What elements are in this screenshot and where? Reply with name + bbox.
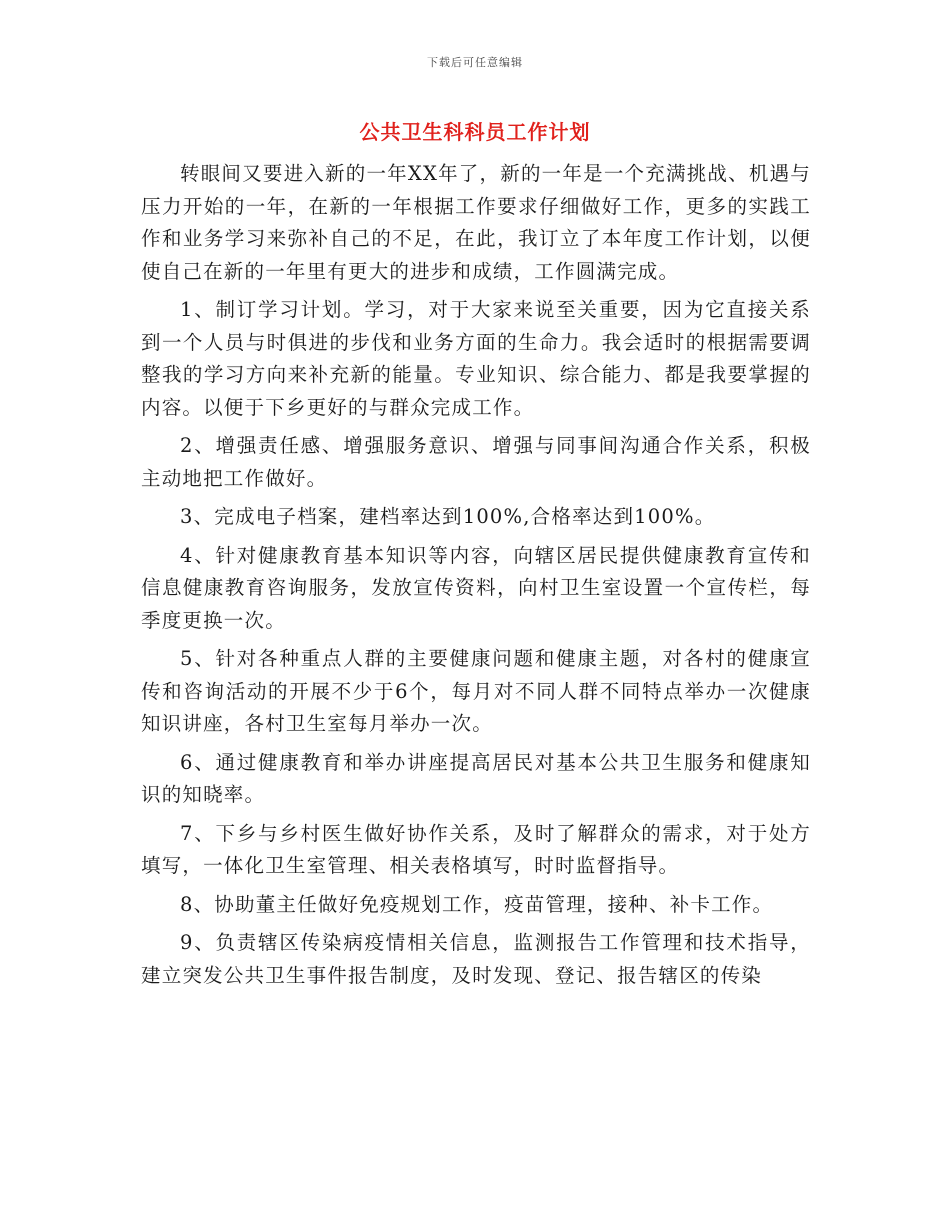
header-note: 下载后可任意编辑 [427,56,523,69]
paragraph-item-4: 4、针对健康教育基本知识等内容，向辖区居民提供健康教育宣传和信息健康教育咨询服务，发放宣传资料，向村卫生室设置一个宣传栏，每季度更换一次。 [141,543,811,632]
paragraph-intro: 转眼间又要进入新的一年XX年了，新的一年是一个充满挑战、机遇与压力开始的一年，在新的一年根据工作要求仔细做好工作，更多的实践工作和业务学习来弥补自己的不足，在此，我订立了本年度工作计划，以便使自己在新的一年里有更大的进步和成绩，工作圆满完成。 [141,162,811,283]
paragraph-item-8: 8、协助董主任做好免疫规划工作，疫苗管理，接种、补卡工作。 [180,892,774,916]
paragraph-item-9: 9、负责辖区传染病疫情相关信息，监测报告工作管理和技术指导，建立突发公共卫生事件报告制度，及时发现、登记、报告辖区的传染 [141,931,811,987]
paragraph-item-2: 2、增强责任感、增强服务意识、增强与同事间沟通合作关系，积极主动地把工作做好。 [141,434,811,490]
paragraph-item-6: 6、通过健康教育和举办讲座提高居民对基本公共卫生服务和健康知识的知晓率。 [141,750,811,806]
paragraph-item-5: 5、针对各种重点人群的主要健康问题和健康主题，对各村的健康宣传和咨询活动的开展不少于6个，每月对不同人群不同特点举办一次健康知识讲座，各村卫生室每月举办一次。 [141,647,811,735]
paragraph-item-3: 3、完成电子档案，建档率达到100%,合格率达到100%。 [180,505,716,528]
document-body [141,158,811,998]
paragraph-item-7: 7、下乡与乡村医生做好协作关系，及时了解群众的需求，对于处方填写，一体化卫生室管理、相关表格填写，时时监督指导。 [141,821,811,877]
paragraph-item-1: 1、制订学习计划。学习，对于大家来说至关重要，因为它直接关系到一个人员与时俱进的步伐和业务方面的生命力。我会适时的根据需要调整我的学习方向来补充新的能量。专业知识、综合能力、都是我要掌握的内容。以便于下乡更好的与群众完成工作。 [141,298,811,419]
document-title: 公共卫生科科员工作计划 [359,120,591,144]
